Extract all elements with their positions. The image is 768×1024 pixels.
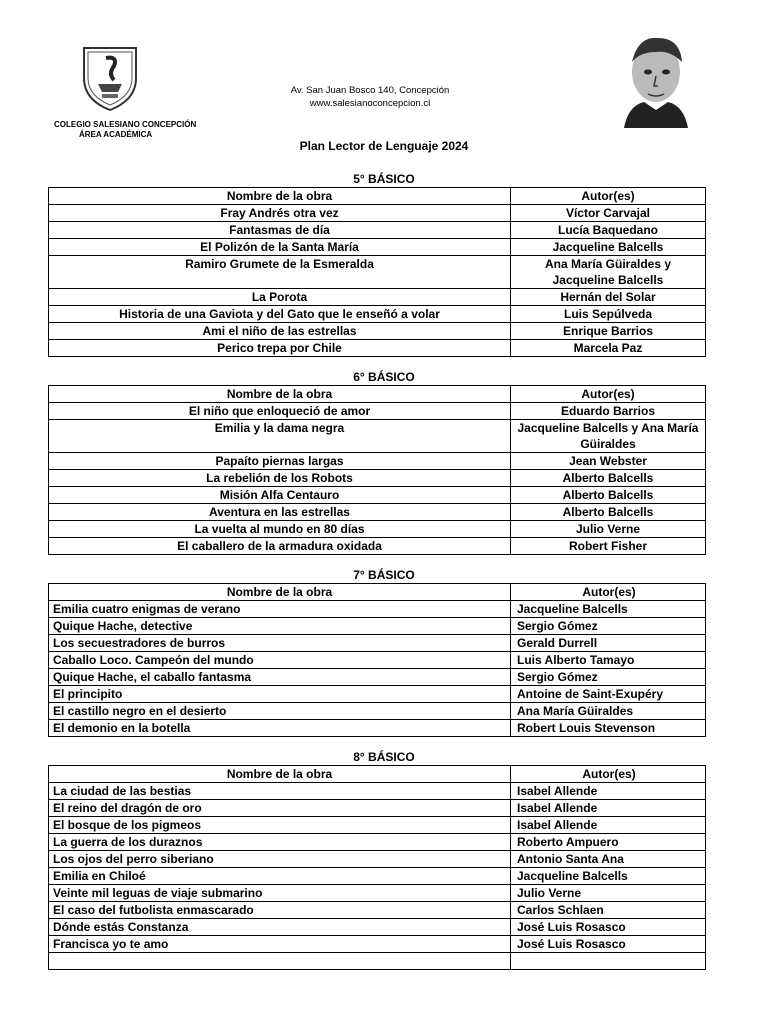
reading-table-7 xyxy=(48,583,706,737)
col-header-work: Nombre de la obra xyxy=(49,584,511,601)
table-header-row xyxy=(49,766,706,783)
work-title: Historia de una Gaviota y del Gato que le enseñó a volar xyxy=(49,306,511,323)
reading-table-8 xyxy=(48,765,706,970)
work-title: Los secuestradores de burros xyxy=(49,635,511,652)
author: Jacqueline Balcells xyxy=(511,868,706,885)
author: Antonio Santa Ana xyxy=(511,851,706,868)
author: Ana María Güiraldes xyxy=(511,703,706,720)
address-block xyxy=(270,84,470,110)
table-row xyxy=(49,323,706,340)
work-title: Veinte mil leguas de viaje submarino xyxy=(49,885,511,902)
author: José Luis Rosasco xyxy=(511,936,706,953)
author: Lucía Baquedano xyxy=(511,222,706,239)
table-row xyxy=(49,239,706,256)
work-title: Fantasmas de día xyxy=(49,222,511,239)
table-row xyxy=(49,817,706,834)
table-row xyxy=(49,885,706,902)
author: Jacqueline Balcells xyxy=(511,601,706,618)
author: Roberto Ampuero xyxy=(511,834,706,851)
work-title: Aventura en las estrellas xyxy=(49,504,511,521)
work-title: La rebelión de los Robots xyxy=(49,470,511,487)
table-row xyxy=(49,306,706,323)
table-row xyxy=(49,936,706,953)
table-row xyxy=(49,919,706,936)
author: Robert Fisher xyxy=(511,538,706,555)
work-title: El caso del futbolista enmascarado xyxy=(49,902,511,919)
col-header-author: Autor(es) xyxy=(511,386,706,403)
table-row xyxy=(49,686,706,703)
table-row xyxy=(49,420,706,453)
author: Jacqueline Balcells xyxy=(511,239,706,256)
author: Jacqueline Balcells y Ana María Güiraldes xyxy=(511,420,706,453)
grade-heading-5: 5° BÁSICO xyxy=(353,172,415,186)
author: Gerald Durrell xyxy=(511,635,706,652)
table-row xyxy=(49,868,706,885)
work-title: La vuelta al mundo en 80 días xyxy=(49,521,511,538)
page-title: Plan Lector de Lenguaje 2024 xyxy=(299,139,469,153)
author: Enrique Barrios xyxy=(511,323,706,340)
table-row xyxy=(49,720,706,737)
work-title: Misión Alfa Centauro xyxy=(49,487,511,504)
table-row xyxy=(49,851,706,868)
author: José Luis Rosasco xyxy=(511,919,706,936)
work-title: Francisca yo te amo xyxy=(49,936,511,953)
table-row xyxy=(49,205,706,222)
table-row xyxy=(49,800,706,817)
author: Ana María Güiraldes y Jacqueline Balcells xyxy=(511,256,706,289)
table-row xyxy=(49,783,706,800)
work-title: El caballero de la armadura oxidada xyxy=(49,538,511,555)
table-header-row xyxy=(49,386,706,403)
work-title: El bosque de los pigmeos xyxy=(49,817,511,834)
work-title: La Porota xyxy=(49,289,511,306)
work-title: El niño que enloqueció de amor xyxy=(49,403,511,420)
col-header-author: Autor(es) xyxy=(511,766,706,783)
author: Carlos Schlaen xyxy=(511,902,706,919)
table-row xyxy=(49,635,706,652)
work-title: Los ojos del perro siberiano xyxy=(49,851,511,868)
col-header-work: Nombre de la obra xyxy=(49,766,511,783)
author: Víctor Carvajal xyxy=(511,205,706,222)
work-title: El reino del dragón de oro xyxy=(49,800,511,817)
reading-table-6 xyxy=(48,385,706,555)
table-row xyxy=(49,340,706,357)
col-header-author: Autor(es) xyxy=(511,584,706,601)
grade-heading-8: 8° BÁSICO xyxy=(353,750,415,764)
work-title: Perico trepa por Chile xyxy=(49,340,511,357)
table-row xyxy=(49,834,706,851)
table-header-row xyxy=(49,188,706,205)
address: Av. San Juan Bosco 140, Concepción xyxy=(290,85,450,96)
school-crest-logo xyxy=(80,44,140,112)
work-title: Fray Andrés otra vez xyxy=(49,205,511,222)
col-header-work: Nombre de la obra xyxy=(49,188,511,205)
table-row xyxy=(49,470,706,487)
table-row xyxy=(49,222,706,239)
table-header-row xyxy=(49,584,706,601)
portrait-image xyxy=(618,32,694,128)
table-row xyxy=(49,669,706,686)
author: Julio Verne xyxy=(511,885,706,902)
author: Isabel Allende xyxy=(511,800,706,817)
work-title: Emilia en Chiloé xyxy=(49,868,511,885)
table-row xyxy=(49,703,706,720)
website: www.salesianoconcepcion.cl xyxy=(309,98,431,109)
table-row xyxy=(49,403,706,420)
author: Isabel Allende xyxy=(511,817,706,834)
author xyxy=(511,953,706,970)
work-title: Ami el niño de las estrellas xyxy=(49,323,511,340)
table-row xyxy=(49,652,706,669)
author: Antoine de Saint-Exupéry xyxy=(511,686,706,703)
work-title: Quique Hache, detective xyxy=(49,618,511,635)
table-row xyxy=(49,538,706,555)
author: Sergio Gómez xyxy=(511,618,706,635)
table-row xyxy=(49,256,706,289)
table-row xyxy=(49,601,706,618)
author: Hernán del Solar xyxy=(511,289,706,306)
work-title: Dónde estás Constanza xyxy=(49,919,511,936)
author: Sergio Gómez xyxy=(511,669,706,686)
table-row xyxy=(49,487,706,504)
author: Eduardo Barrios xyxy=(511,403,706,420)
work-title: Papaíto piernas largas xyxy=(49,453,511,470)
table-row xyxy=(49,289,706,306)
col-header-author: Autor(es) xyxy=(511,188,706,205)
work-title: Ramiro Grumete de la Esmeralda xyxy=(49,256,511,289)
table-row xyxy=(49,521,706,538)
col-header-work: Nombre de la obra xyxy=(49,386,511,403)
work-title: Emilia cuatro enigmas de verano xyxy=(49,601,511,618)
author: Isabel Allende xyxy=(511,783,706,800)
work-title: Quique Hache, el caballo fantasma xyxy=(49,669,511,686)
work-title: El principito xyxy=(49,686,511,703)
table-row xyxy=(49,902,706,919)
author: Robert Louis Stevenson xyxy=(511,720,706,737)
work-title: El demonio en la botella xyxy=(49,720,511,737)
author: Julio Verne xyxy=(511,521,706,538)
work-title: El castillo negro en el desierto xyxy=(49,703,511,720)
work-title: Emilia y la dama negra xyxy=(49,420,511,453)
grade-heading-6: 6° BÁSICO xyxy=(353,370,415,384)
table-row xyxy=(49,453,706,470)
author: Marcela Paz xyxy=(511,340,706,357)
author: Alberto Balcells xyxy=(511,487,706,504)
grade-heading-7: 7° BÁSICO xyxy=(353,568,415,582)
work-title: Caballo Loco. Campeón del mundo xyxy=(49,652,511,669)
table-row xyxy=(49,618,706,635)
author: Alberto Balcells xyxy=(511,470,706,487)
author: Alberto Balcells xyxy=(511,504,706,521)
author: Jean Webster xyxy=(511,453,706,470)
author: Luis Sepúlveda xyxy=(511,306,706,323)
table-row xyxy=(49,504,706,521)
school-name: COLEGIO SALESIANO CONCEPCIÓN ÁREA ACADÉMICA xyxy=(54,120,197,139)
reading-table-5 xyxy=(48,187,706,357)
work-title: La guerra de los duraznos xyxy=(49,834,511,851)
author: Luis Alberto Tamayo xyxy=(511,652,706,669)
work-title xyxy=(49,953,511,970)
work-title: El Polizón de la Santa María xyxy=(49,239,511,256)
table-row-empty xyxy=(49,953,706,970)
work-title: La ciudad de las bestias xyxy=(49,783,511,800)
